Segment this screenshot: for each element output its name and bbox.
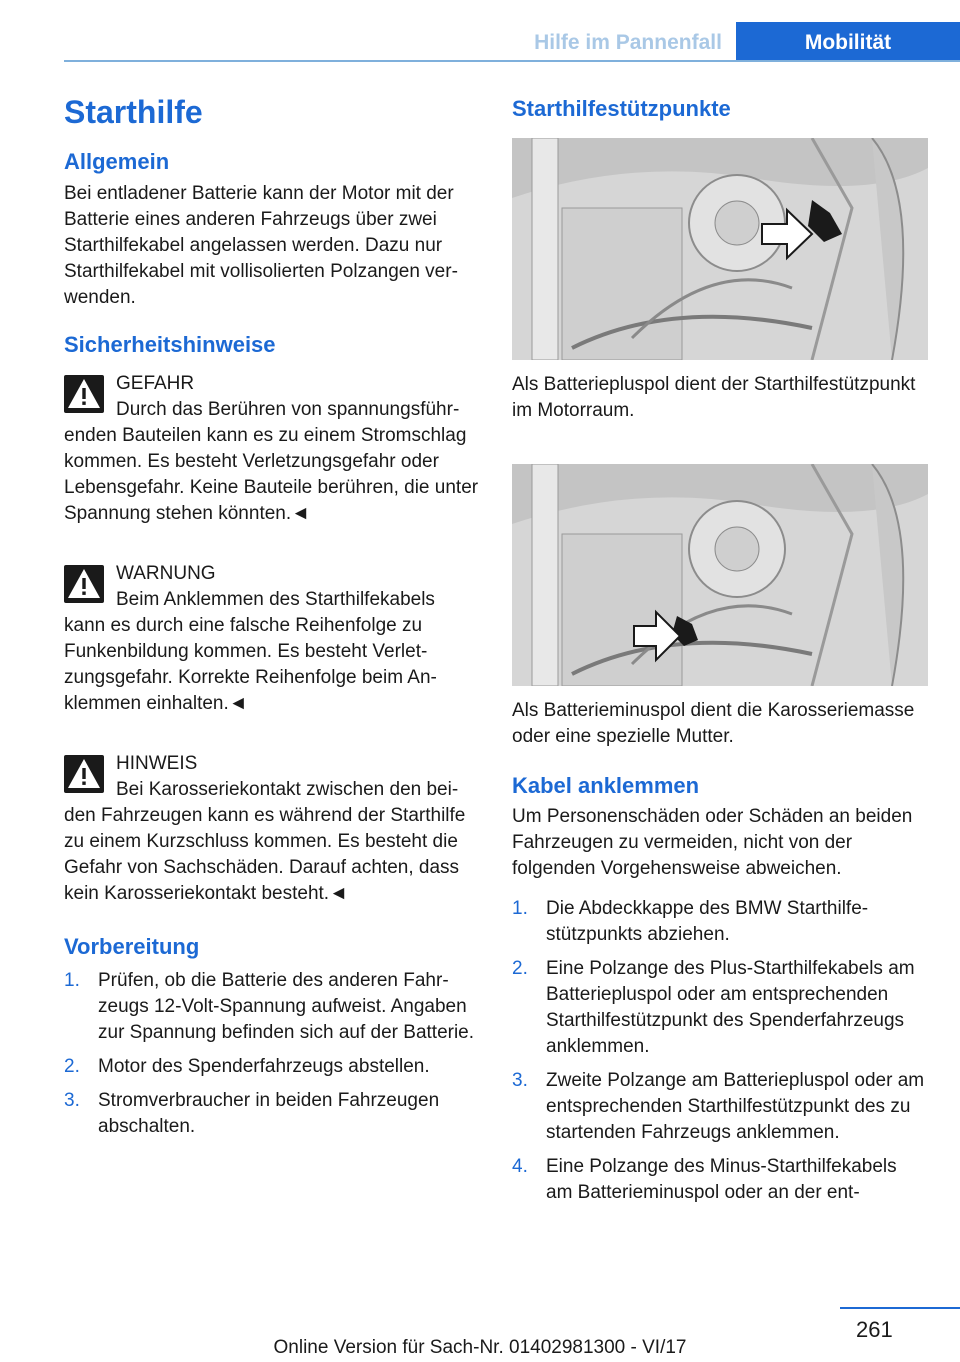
engine-bay-plus-image — [512, 138, 928, 360]
heading-sicherheitshinweise: Sicherheitshinweise — [64, 331, 276, 357]
online-version-footer: Online Version für Sach-Nr. 01402981300 - VI/17 — [273, 1337, 687, 1358]
heading-allgemein: Allgemein — [64, 149, 170, 175]
list-item: 1. Die Abdeckkappe des BMW Starthilfestützpunkts abziehen. — [512, 898, 869, 946]
warning-gefahr — [64, 371, 480, 527]
footer-rule — [840, 1307, 960, 1309]
warning-warnung — [64, 561, 480, 717]
warning-keyword: WARNUNG — [116, 563, 216, 585]
warning-triangle-icon — [64, 755, 104, 793]
page-number: 261 — [856, 1317, 893, 1342]
prep-steps-list — [64, 968, 480, 1140]
heading-vorbereitung: Vorbereitung — [64, 934, 200, 960]
left-column — [64, 95, 480, 1148]
list-item: 1. Prüfen, ob die Batterie des anderen Fahrzeugs 12-Volt-Spannung aufweist. Angaben zur Spannung befinden sich auf der Batterie. — [64, 969, 475, 1043]
warning-text: Bei Karosseriekontakt zwischen den beiden Fahrzeugen kann es während der Starthilfe zu einem Kurzschluss kommen. Es besteht die Gefahr von Sachschäden. Darauf achten, dass kein Karosseriekontakt besteht.◄ — [64, 779, 466, 905]
warning-keyword: HINWEIS — [116, 753, 198, 775]
caption-plus: Als Batteriepluspol dient der Starthilfestützpunkt im Motorraum. — [512, 373, 916, 421]
list-item: 3. Zweite Polzange am Batteriepluspol oder am entsprechenden Starthilfestützpunkt des zu startenden Fahrzeugs anklemmen. — [512, 1070, 925, 1144]
page-title: Starthilfe — [64, 94, 203, 130]
warning-keyword: GEFAHR — [116, 373, 195, 395]
tab-mobilitaet[interactable]: Mobilität — [736, 22, 960, 62]
list-item: 2. Eine Polzange des Plus-Starthilfekabels am Batteriepluspol oder am entsprechenden Starthilfestützpunkt des Spenderfahrzeugs anklemmen. — [512, 958, 915, 1058]
tab-hilfe-im-pannenfall[interactable]: Hilfe im Pannenfall — [520, 22, 736, 62]
right-column — [512, 95, 928, 1214]
engine-bay-minus-image — [512, 464, 928, 686]
header-rule — [64, 60, 960, 62]
cable-intro: Um Personenschäden oder Schäden an beiden Fahrzeugen zu vermeiden, nicht von der folgenden Vorgehensweise abweichen. — [512, 806, 913, 880]
cable-steps-list — [512, 896, 928, 1206]
list-item: 4. Eine Polzange des Minus-Starthilfekabels am Batterieminuspol oder an der ent- — [512, 1156, 897, 1204]
list-item: 2. Motor des Spenderfahrzeugs abstellen. — [64, 1055, 430, 1077]
warning-triangle-icon — [64, 565, 104, 603]
list-item: 3. Stromverbraucher in beiden Fahrzeugen abschalten. — [64, 1089, 440, 1137]
allgemein-text: Bei entladener Batterie kann der Motor mit der Batterie eines anderen Fahrzeugs über zwei Starthilfekabel angelassen werden. Dazu nur Starthilfekabel mit vollisolierten Polzangen verwenden. — [64, 182, 458, 308]
warning-text: Beim Anklemmen des Starthilfekabels kann es durch eine falsche Reihenfolge zu Funkenbildung kommen. Es besteht Verletzungsgefahr. Korrekte Reihenfolge beim Anklemmen einhalten.◄ — [64, 589, 437, 715]
caption-minus: Als Batterieminuspol dient die Karosseriemasse oder eine spezielle Mutter. — [512, 699, 915, 747]
warning-hinweis — [64, 751, 480, 907]
heading-starthilfestuetzpunkte: Starthilfestützpunkte — [512, 96, 731, 121]
warning-triangle-icon — [64, 375, 104, 413]
heading-kabel-anklemmen: Kabel anklemmen — [512, 772, 700, 798]
warning-text: Durch das Berühren von spannungsführenden Bauteilen kann es zu einem Stromschlag kommen. Es besteht Verletzungsgefahr oder Lebensgefahr. Keine Bauteile berühren, die unter Spannung stehen könnten.◄ — [64, 399, 479, 525]
